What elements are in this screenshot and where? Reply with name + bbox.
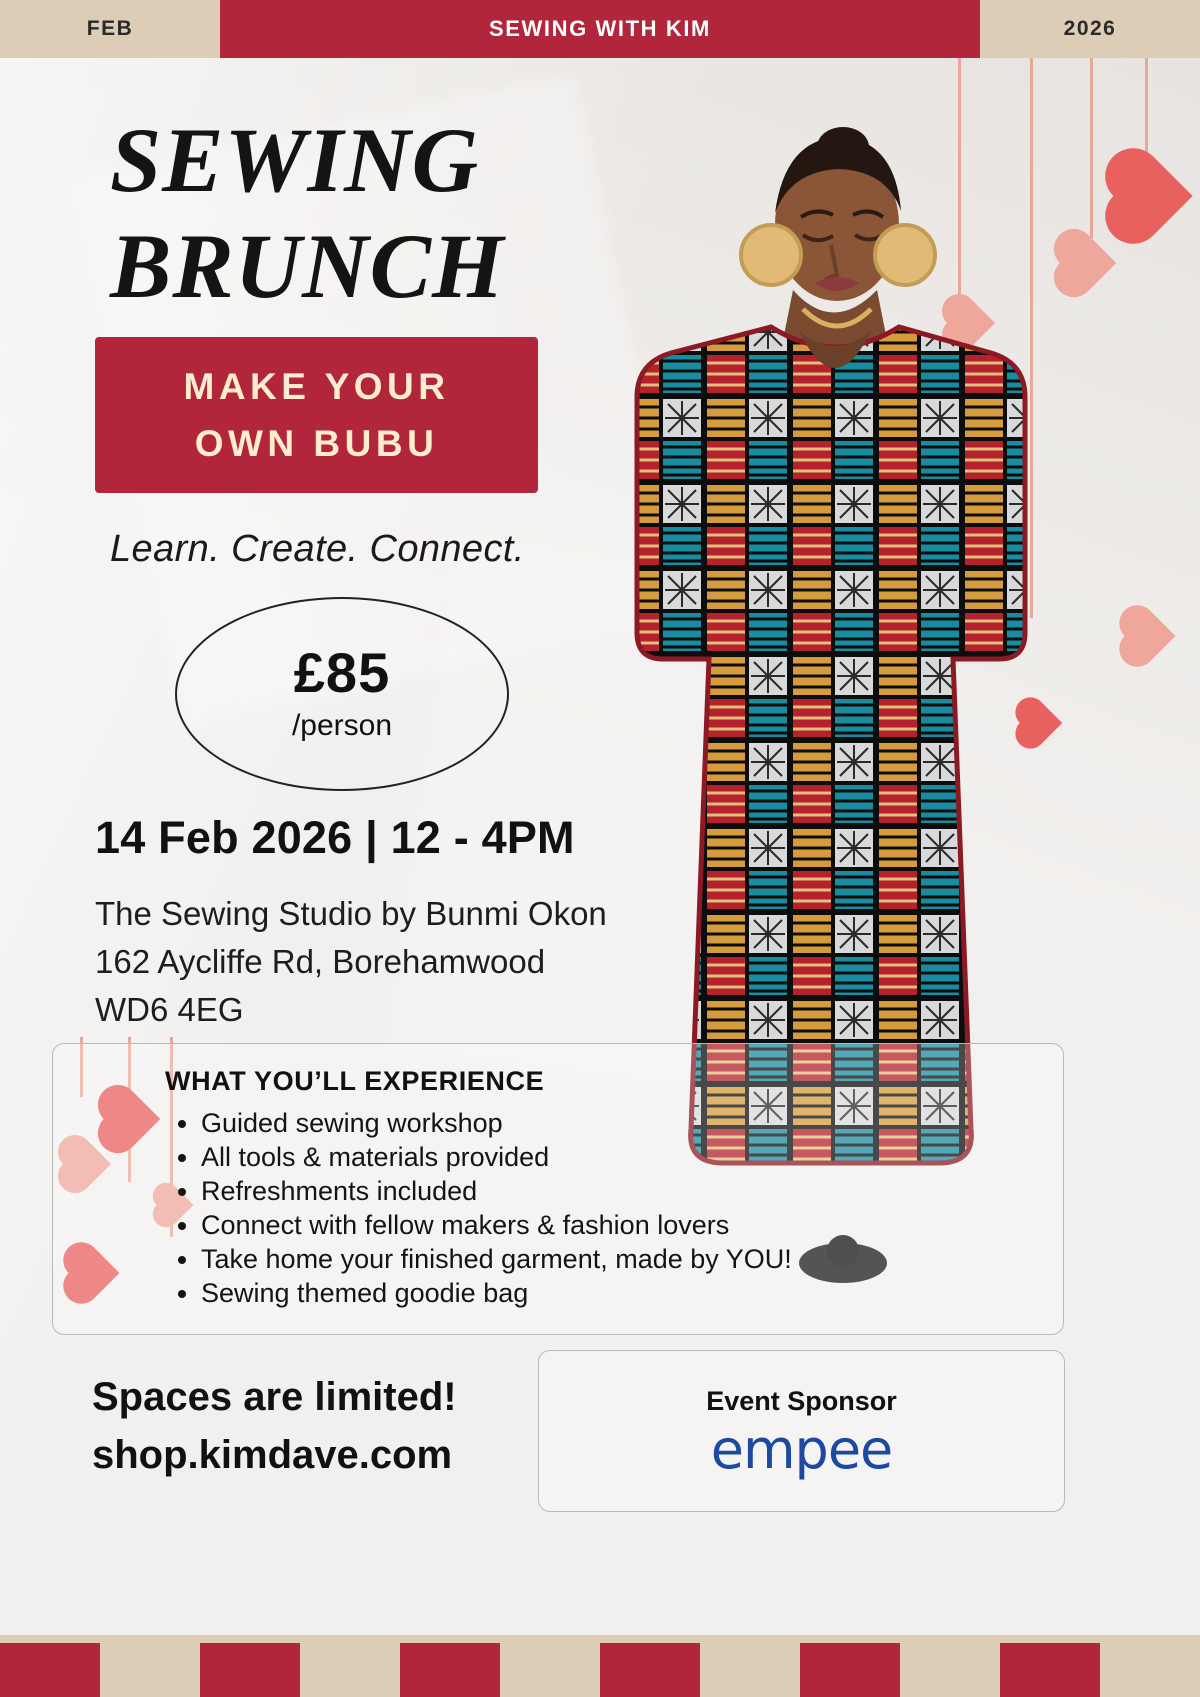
- stripe-segment: [1000, 1635, 1100, 1697]
- sponsor-logo: empee: [710, 1417, 893, 1481]
- stripe-segment: [800, 1635, 900, 1697]
- stripe-segment: [500, 1635, 600, 1697]
- price-amount: £85: [293, 641, 391, 704]
- stripe-segment: [700, 1635, 800, 1697]
- sponsor-panel: [538, 1350, 1065, 1512]
- venue-line-2: 162 Aycliffe Rd, Borehamwood: [95, 942, 546, 980]
- stripe-segment: [1100, 1635, 1200, 1697]
- stripe-segment: [200, 1635, 300, 1697]
- page-title: [110, 108, 730, 320]
- list-item: • All tools & materials provided: [201, 1140, 792, 1174]
- list-item: • Sewing themed goodie bag: [201, 1276, 792, 1310]
- stripe-segment: [400, 1635, 500, 1697]
- stripe-top-line: [0, 1635, 1200, 1643]
- call-to-action: [92, 1368, 457, 1484]
- list-item: • Connect with fellow makers & fashion lovers: [201, 1208, 792, 1242]
- stripe-segment: [300, 1635, 400, 1697]
- stripe-segment: [900, 1635, 1000, 1697]
- sponsor-label: Event Sponsor: [706, 1385, 897, 1416]
- list-item: • Guided sewing workshop: [201, 1106, 792, 1140]
- event-venue: [95, 890, 607, 1034]
- experience-list: [171, 1106, 792, 1310]
- title-line-1: SEWING: [110, 109, 480, 211]
- banner-year: 2026: [1063, 17, 1117, 40]
- venue-line-1: The Sewing Studio by Bunmi Okon: [95, 895, 607, 932]
- bottom-stripe: [0, 1635, 1200, 1697]
- title-line-2: BRUNCH: [110, 214, 505, 317]
- stripe-segment: [0, 1635, 100, 1697]
- stripe-segment: [600, 1635, 700, 1697]
- badge-line-2: OWN BUBU: [194, 423, 439, 464]
- cta-line-1: Spaces are limited!: [92, 1375, 457, 1419]
- cta-website[interactable]: shop.kimdave.com: [92, 1433, 453, 1477]
- top-banner: [0, 0, 1200, 58]
- experience-heading: WHAT YOU’LL EXPERIENCE: [165, 1066, 545, 1096]
- price-badge: [175, 597, 509, 791]
- tagline: Learn. Create. Connect.: [110, 528, 525, 570]
- event-datetime: 14 Feb 2026 | 12 - 4PM: [95, 812, 575, 863]
- list-item: • Refreshments included: [201, 1174, 792, 1208]
- experience-panel: [52, 1043, 1064, 1335]
- list-item: • Take home your finished garment, made by YOU!: [201, 1242, 792, 1276]
- badge-line-1: MAKE YOUR: [183, 365, 450, 407]
- banner-month: FEB: [86, 17, 134, 40]
- stripe-segment: [100, 1635, 200, 1697]
- venue-line-3: WD6 4EG: [95, 990, 244, 1028]
- subtitle-badge: [95, 337, 538, 493]
- price-unit: /person: [291, 709, 393, 742]
- banner-brand: SEWING WITH KIM: [220, 0, 980, 58]
